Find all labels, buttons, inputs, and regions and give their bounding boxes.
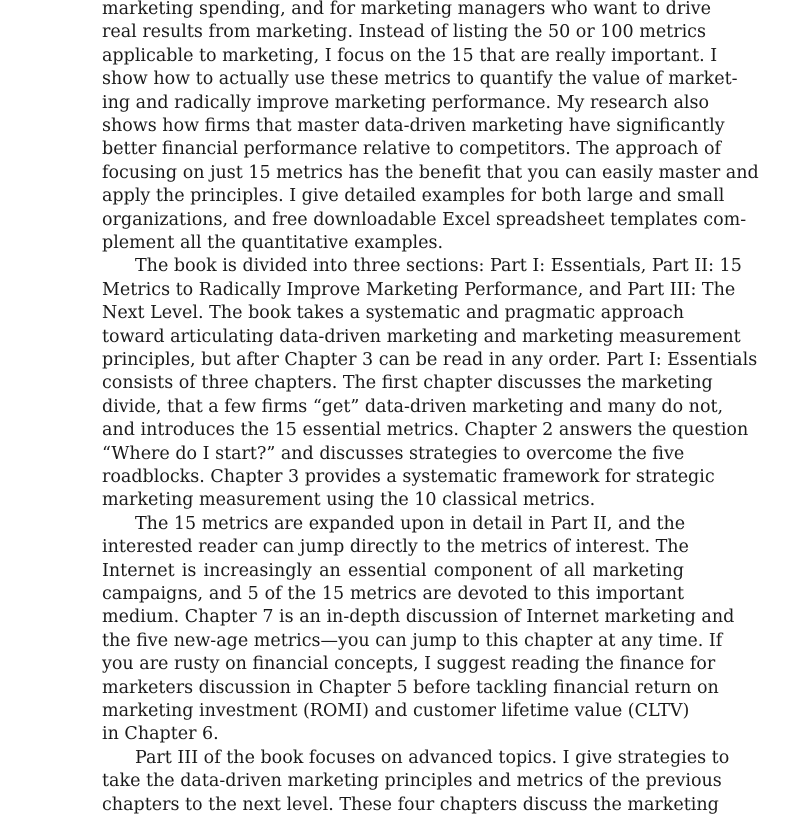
text-line: in Chapter 6. xyxy=(102,724,219,745)
text-line: principles, but after Chapter 3 can be read in any order. Part I: Essentials xyxy=(102,350,758,370)
text-line: shows how firms that master data-driven marketing have significantly xyxy=(102,116,725,136)
text-line: toward articulating data-driven marketing and marketing measurement xyxy=(102,326,741,347)
text-line: organizations, and free downloadable Excel spreadsheet templates com- xyxy=(102,209,747,230)
text-line: plement all the quantitative examples. xyxy=(102,233,444,253)
text-line: roadblocks. Chapter 3 provides a systematic framework for strategic xyxy=(102,467,715,487)
text-line: better financial performance relative to competitors. The approach of xyxy=(102,139,722,160)
text-line: campaigns, and 5 of the 15 metrics are devoted to this important xyxy=(102,584,684,604)
paragraph-first-line: Part III of the book focuses on advanced topics. I give strategies to xyxy=(135,747,730,768)
text-line: show how to actually use these metrics to quantify the value of market- xyxy=(102,69,738,90)
text-line: chapters to the next level. These four chapters discuss the marketing xyxy=(102,794,719,815)
paragraph-first-line: The 15 metrics are expanded upon in detail in Part II, and the xyxy=(135,513,686,534)
text-line: applicable to marketing, I focus on the 15 that are really important. I xyxy=(102,45,718,66)
text-line: medium. Chapter 7 is an in-depth discussion of Internet marketing and xyxy=(102,607,735,628)
text-line: marketing measurement using the 10 classical metrics. xyxy=(102,490,596,511)
text-line: real results from marketing. Instead of listing the 50 or 100 metrics xyxy=(102,22,706,43)
text-line: Internet is increasingly an essential component of all marketing xyxy=(102,560,684,581)
text-line: interested reader can jump directly to the metrics of interest. The xyxy=(102,537,689,558)
text-line: marketing spending, and for marketing managers who want to drive xyxy=(102,0,712,19)
text-line: apply the principles. I give detailed examples for both large and small xyxy=(102,186,725,207)
text-line: “Where do I start?” and discusses strategies to overcome the five xyxy=(102,443,685,464)
text-line: Next Level. The book takes a systematic and pragmatic approach xyxy=(102,303,684,324)
text-line: consists of three chapters. The first chapter discusses the marketing xyxy=(102,373,713,394)
text-line: you are rusty on financial concepts, I suggest reading the finance for xyxy=(102,654,716,675)
text-line: divide, that a few firms “get” data-driven marketing and many do not, xyxy=(102,396,724,417)
text-line: marketing investment (ROMI) and customer lifetime value (CLTV) xyxy=(102,701,690,721)
text-line: Metrics to Radically Improve Marketing Performance, and Part III: The xyxy=(102,279,736,300)
text-line: and introduces the 15 essential metrics. Chapter 2 answers the question xyxy=(102,420,749,441)
text-line: the five new-age metrics—you can jump to this chapter at any time. If xyxy=(102,630,723,651)
text-line: ing and radically improve marketing performance. My research also xyxy=(102,92,709,113)
text-line: focusing on just 15 metrics has the benefit that you can easily master and xyxy=(102,162,759,183)
text-line: marketers discussion in Chapter 5 before tackling financial return on xyxy=(102,677,719,698)
text-line: take the data-driven marketing principles and metrics of the previous xyxy=(102,771,722,792)
paragraph-first-line: The book is divided into three sections: Part I: Essentials, Part II: 15 xyxy=(135,256,742,277)
